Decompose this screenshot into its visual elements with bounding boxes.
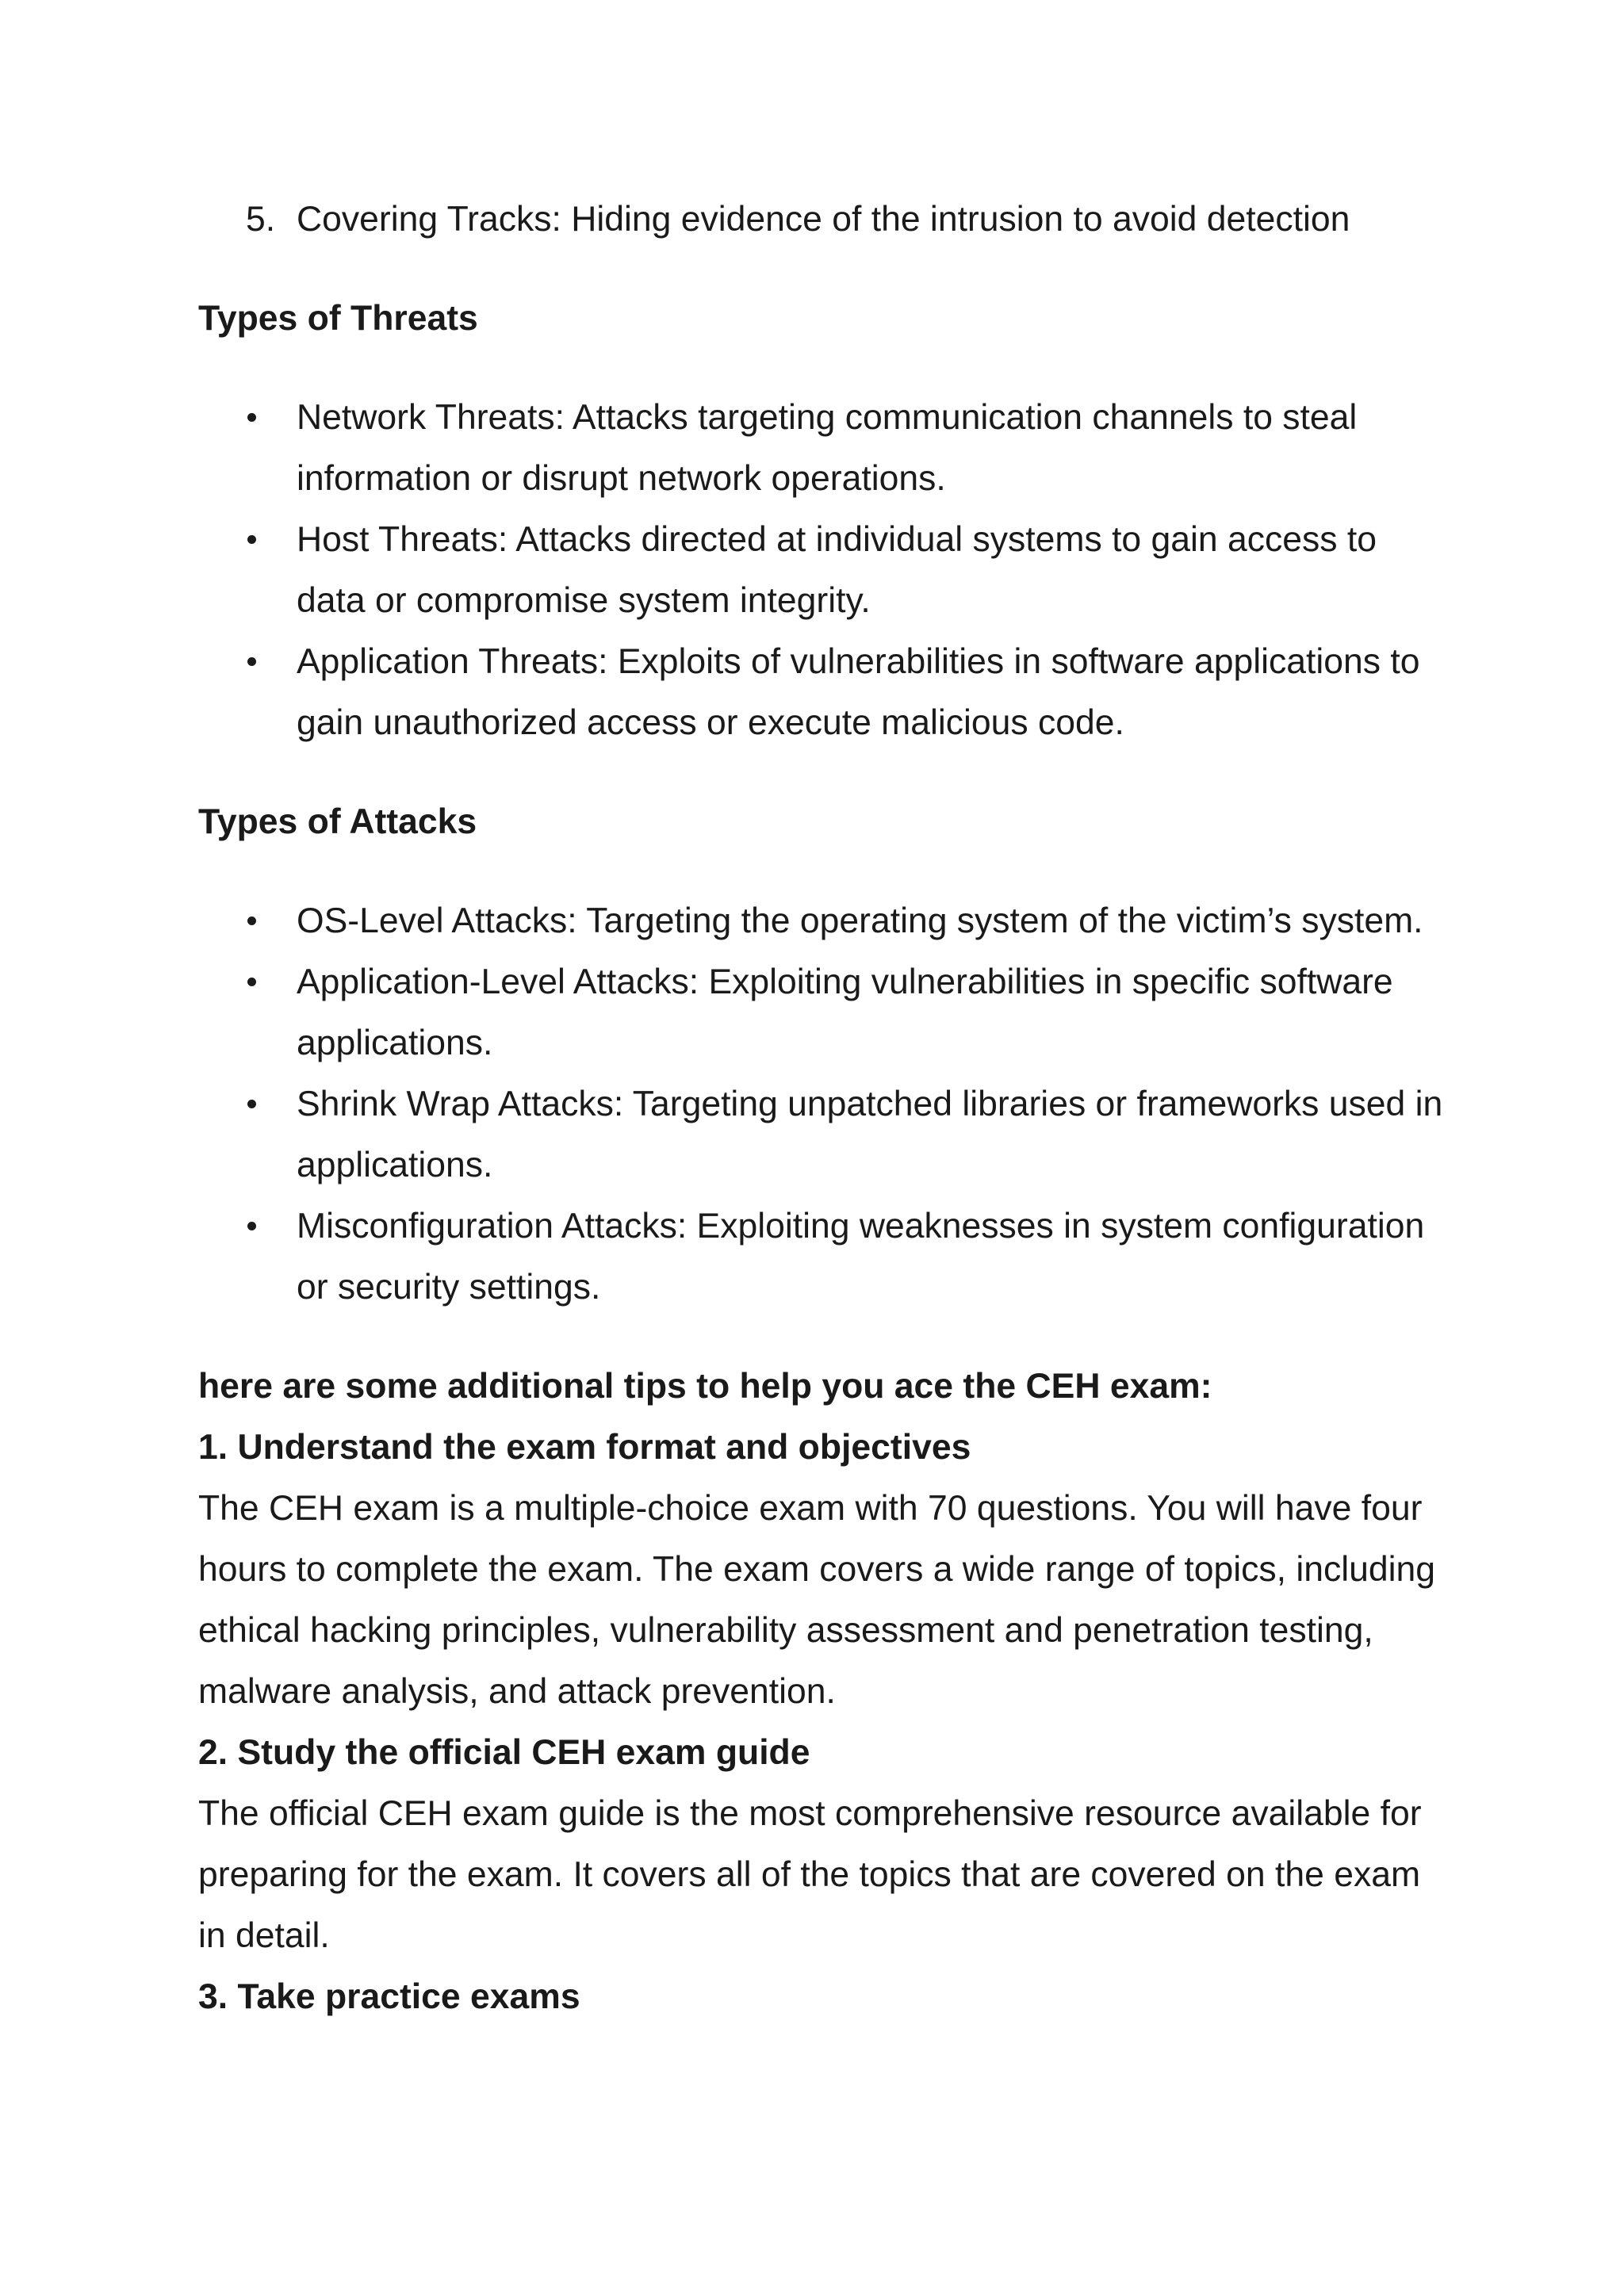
list-item-number: 5. xyxy=(246,200,276,239)
bullet-icon xyxy=(247,1100,256,1108)
bullet-icon xyxy=(247,535,256,544)
bullet-icon xyxy=(247,413,256,422)
list-item xyxy=(198,509,1451,631)
list-item xyxy=(198,951,1451,1073)
list-item-text: Covering Tracks: Hiding evidence of the intrusion to avoid detection xyxy=(297,200,1350,239)
tip-title: 2. Study the official CEH exam guide xyxy=(198,1733,810,1772)
list-item xyxy=(198,1073,1451,1196)
tip-body: The CEH exam is a multiple-choice exam with 70 questions. You will have four hours to complete the exam. The exam covers a wide range of topics, including ethical hacking principles, vulnerability assessment and penetration testing, malware analysis, and attack prevention. xyxy=(198,1489,1435,1711)
list-item xyxy=(198,387,1451,509)
bullet-icon xyxy=(247,978,256,986)
tip-body: The official CEH exam guide is the most comprehensive resource available for preparing for the exam. It covers all of the topics that are covered on the exam in detail. xyxy=(198,1794,1422,1955)
list-item xyxy=(198,890,1451,951)
document-page xyxy=(198,189,1451,2027)
bullet-icon xyxy=(247,916,256,925)
list-item xyxy=(198,631,1451,753)
list-item-text: Application Threats: Exploits of vulnerabilities in software applications to gain unauthorized access or execute malicious code. xyxy=(297,642,1420,742)
list-item xyxy=(198,1196,1451,1318)
list-item-text: Misconfiguration Attacks: Exploiting weaknesses in system configuration or security settings. xyxy=(297,1207,1425,1307)
attacks-heading: Types of Attacks xyxy=(198,802,477,841)
attacks-list xyxy=(198,890,1451,1318)
numbered-list xyxy=(198,189,1451,250)
threats-heading: Types of Threats xyxy=(198,299,478,338)
bullet-icon xyxy=(247,657,256,666)
list-item xyxy=(198,189,1451,250)
list-item-text: OS-Level Attacks: Targeting the operating system of the victim’s system. xyxy=(297,901,1423,940)
list-item-text: Network Threats: Attacks targeting communication channels to steal information or disrupt network operations. xyxy=(297,398,1358,498)
tips-intro: here are some additional tips to help you ace the CEH exam: xyxy=(198,1367,1212,1406)
tip-title: 3. Take practice exams xyxy=(198,1977,580,2016)
tip-title: 1. Understand the exam format and objectives xyxy=(198,1428,971,1467)
bullet-icon xyxy=(247,1222,256,1230)
threats-list xyxy=(198,387,1451,753)
list-item-text: Host Threats: Attacks directed at individual systems to gain access to data or compromise system integrity. xyxy=(297,520,1377,620)
list-item-text: Application-Level Attacks: Exploiting vulnerabilities in specific software applications. xyxy=(297,962,1393,1062)
list-item-text: Shrink Wrap Attacks: Targeting unpatched libraries or frameworks used in applications. xyxy=(297,1085,1443,1184)
